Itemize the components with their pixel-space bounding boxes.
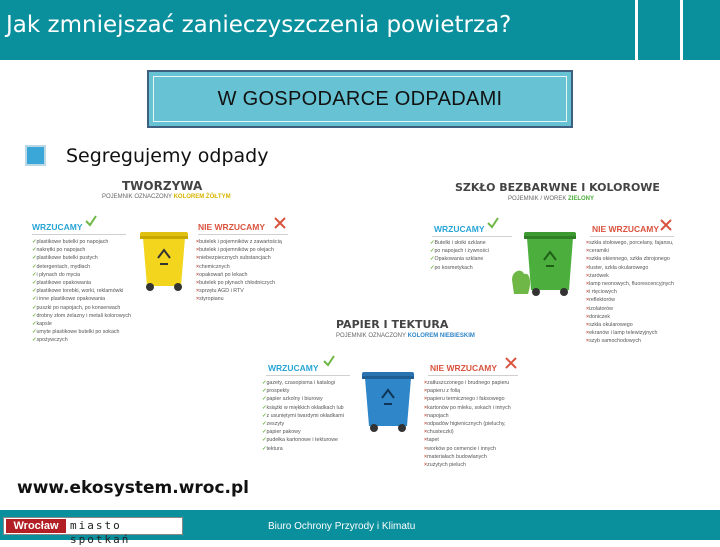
list-item: × ceramiki	[586, 247, 698, 255]
list-item: ✓ tektura	[262, 445, 364, 453]
ok-list-papier	[262, 379, 364, 453]
sub-accent: KOLOREM NIEBIESKIM	[407, 333, 475, 339]
list-item: × chemicznych	[196, 263, 306, 271]
sub-prefix: POJEMNIK / WOREK	[508, 196, 567, 202]
list-item: × szkła okiennego, szkła zbrojonego	[586, 255, 698, 263]
header-divider-1	[635, 0, 638, 60]
section-title-tworzywa: TWORZYWA	[122, 179, 203, 193]
list-item: ✓ Butelki i słoiki szklane	[430, 239, 516, 247]
banner-inner	[153, 76, 567, 122]
cross-icon	[273, 216, 287, 230]
list-item: × worków po cemencie i innych	[424, 445, 532, 453]
list-item: × tapet	[424, 436, 532, 444]
checkmark-icon	[486, 216, 500, 230]
list-item: ✓ plastikowe torebki, worki, reklamówki	[32, 287, 132, 295]
list-item: × papieru z folią	[424, 387, 532, 395]
list-item: × napojach	[424, 412, 532, 420]
logo-slogan: miasto spotkań	[70, 519, 131, 546]
section-sub-szklo	[508, 196, 594, 202]
list-item: ✓ plastikowe opakowania	[32, 279, 132, 287]
list-item: ✓ papier pakowy	[262, 428, 364, 436]
bullet-text: Segregujemy odpady	[66, 145, 269, 167]
list-item: × luster, szkła okularowego	[586, 264, 698, 272]
section-banner	[147, 70, 573, 128]
no-list-papier	[424, 379, 532, 469]
list-item: ✓ plastikowe butelki po napojach	[32, 238, 132, 246]
label-no-tworzywa: NIE WRZUCAMY	[198, 222, 266, 232]
list-item: ✓ plastikowe butelki pustych	[32, 254, 132, 262]
header-divider-2	[680, 0, 683, 60]
label-ok-papier: WRZUCAMY	[268, 363, 319, 373]
list-item: × butelek po płynach chłodniczych	[196, 279, 306, 287]
list-item: × butelek i pojemników po olejach	[196, 246, 306, 254]
list-item: × izolatorów	[586, 305, 698, 313]
label-ok-szklo: WRZUCAMY	[434, 224, 485, 234]
list-item: × i rtęciowych	[586, 288, 698, 296]
label-ok-tworzywa: WRZUCAMY	[32, 222, 83, 232]
list-item: × reflektorów	[586, 296, 698, 304]
sub-prefix: POJEMNIK OZNACZONY	[336, 333, 406, 339]
header-bar	[0, 0, 720, 60]
list-item: × materiałach budowlanych	[424, 453, 532, 461]
sub-accent: ZIELONY	[568, 196, 595, 202]
list-item: × zatłuszczonego i brudnego papieru	[424, 379, 532, 387]
list-item: × ekranów i lamp telewizyjnych	[586, 329, 698, 337]
list-item: ✓ prospekty	[262, 387, 364, 395]
list-item: ✓ pudełka kartonowe i tekturowe	[262, 436, 364, 444]
list-item: × doniczek	[586, 313, 698, 321]
section-title-papier: PAPIER I TEKTURA	[336, 318, 449, 331]
list-item: ✓ detergentach, mydłach	[32, 263, 132, 271]
list-item: × papieru termicznego i faksowego	[424, 395, 532, 403]
separator	[428, 375, 518, 376]
list-item: ✓ i inne plastikowe opakowania	[32, 295, 132, 303]
list-item: ✓ drobny złom żelazny i metali kolorowych	[32, 312, 132, 320]
no-list-tworzywa	[196, 238, 306, 304]
list-item: × niebezpiecznych substancjach	[196, 254, 306, 262]
list-item: × zużytych pieluch	[424, 461, 532, 469]
list-item: ✓ umyte plastikowe butelki po sokach	[32, 328, 132, 336]
list-item: × szkła stołowego, porcelany, fajansu,	[586, 239, 698, 247]
checkmark-icon	[322, 354, 336, 368]
recycling-poster	[18, 176, 702, 481]
sub-prefix: POJEMNIK OZNACZONY	[102, 194, 172, 200]
list-item: × żarówek	[586, 272, 698, 280]
ok-list-tworzywa	[32, 238, 132, 345]
list-item: ✓ puszki po napojach, po konserwach	[32, 304, 132, 312]
section-sub-tworzywa	[102, 194, 231, 200]
list-item: ✓ zeszyty	[262, 420, 364, 428]
list-item: ✓ książki w miękkich okładkach lub	[262, 404, 364, 412]
banner-text: W GOSPODARCE ODPADAMI	[217, 87, 503, 110]
yellow-bin-icon	[134, 222, 194, 292]
website-link[interactable]: www.ekosystem.wroc.pl	[17, 478, 249, 498]
list-item: × sprzętu AGD i RTV	[196, 287, 306, 295]
list-item: ✓ z usuniętymi twardymi okładkami	[262, 412, 364, 420]
list-item: ✓ kapsle	[32, 320, 132, 328]
checkmark-icon	[84, 214, 98, 228]
list-item: × butelek i pojemników z zawartością	[196, 238, 306, 246]
bullet-square-icon	[25, 145, 46, 166]
list-item: × lamp neonowych, fluorescencyjnych	[586, 280, 698, 288]
label-no-szklo: NIE WRZUCAMY	[592, 224, 660, 234]
sub-accent: KOLOREM ŻÓŁTYM	[173, 194, 231, 200]
label-no-papier: NIE WRZUCAMY	[430, 363, 498, 373]
list-item: ✓ Opakowania szklane	[430, 255, 516, 263]
list-item: × odpadów higienicznych (pieluchy,	[424, 420, 532, 428]
no-list-szklo	[586, 239, 698, 346]
list-item: × styropianu	[196, 295, 306, 303]
section-title-szklo: SZKŁO BEZBARWNE I KOLOROWE	[455, 181, 660, 194]
cross-icon	[659, 218, 673, 232]
cross-icon	[504, 356, 518, 370]
list-item: ✓ po kosmetykach	[430, 264, 516, 272]
list-item: × szyb samochodowych	[586, 337, 698, 345]
list-item: × chusteczki)	[424, 428, 532, 436]
list-item: ✓ spożywczych	[32, 336, 132, 344]
list-item: ✓ po napojach i żywności	[430, 247, 516, 255]
list-item: × szkła okularowego	[586, 321, 698, 329]
green-bin-icon	[510, 222, 582, 302]
page-title: Jak zmniejszać zanieczyszczenia powietrza?	[6, 12, 512, 38]
section-sub-papier	[336, 333, 475, 339]
ok-list-szklo	[430, 239, 516, 272]
list-item: × kartonów po mleku, sokach i innych	[424, 404, 532, 412]
separator	[432, 236, 512, 237]
separator	[32, 234, 126, 235]
logo-word: Wrocław	[6, 519, 66, 533]
separator	[266, 375, 350, 376]
list-item: ✓ nakrętki po napojach	[32, 246, 132, 254]
separator	[590, 236, 674, 237]
list-item: ✓ i płynach do mycia	[32, 271, 132, 279]
footer-bar	[0, 510, 720, 546]
blue-bin-icon	[356, 362, 420, 434]
list-item: × opakowań po lekach	[196, 271, 306, 279]
footer-credit: Biuro Ochrony Przyrody i Klimatu	[268, 521, 416, 532]
wroclaw-logo	[3, 517, 183, 546]
separator	[198, 234, 288, 235]
list-item: ✓ gazety, czasopisma i katalogi	[262, 379, 364, 387]
list-item: ✓ papier szkolny i biurowy	[262, 395, 364, 403]
